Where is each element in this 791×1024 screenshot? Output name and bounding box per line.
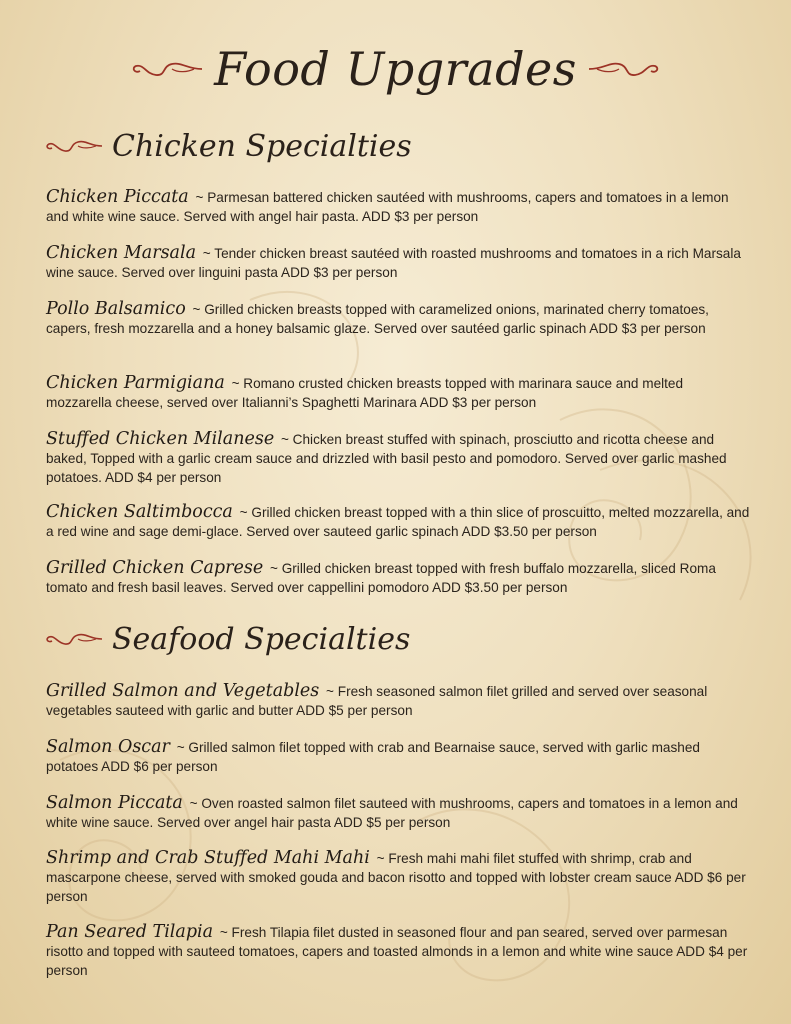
section-flourish-icon: [46, 630, 104, 648]
menu-item: [46, 923, 752, 980]
menu-item: [46, 503, 752, 541]
menu-item-description: ~ Grilled chicken breast topped with a thin slice of proscuitto, melted mozzarella, and a red wine and sage demi-glace. Served over sauteed garlic spinach ADD $3.50 per person: [46, 505, 750, 539]
menu-item-name: Salmon Piccata: [46, 793, 183, 813]
menu-item-name: Salmon Oscar: [46, 737, 170, 757]
menu-item: [46, 794, 752, 832]
left-flourish-icon: [132, 58, 204, 80]
menu-item-description: ~ Fresh mahi mahi filet stuffed with shrimp, crab and mascarpone cheese, served with smoked gouda and bacon risotto and topped with lobster cream sauce ADD $6 per person: [46, 851, 746, 904]
menu-item: [46, 559, 752, 597]
menu-item: [46, 188, 752, 226]
menu-item-name: Grilled Salmon and Vegetables: [46, 681, 320, 701]
menu-item-description: ~ Tender chicken breast sautéed with roasted mushrooms and tomatoes in a rich Marsala wine sauce. Served over linguini pasta ADD $3 per person: [46, 246, 741, 280]
section-heading-chicken: [46, 124, 412, 168]
menu-item-description: ~ Grilled chicken breasts topped with caramelized onions, marinated cherry tomatoes, capers, fresh mozzarella and a honey balsamic glaze. Served over sautéed garlic spinach ADD $3 per person: [46, 302, 709, 336]
section-title: Chicken Specialties: [112, 128, 412, 164]
menu-item-description: ~ Romano crusted chicken breasts topped with marinara sauce and melted mozzarella cheese, served over Italianni’s Spaghetti Marinara ADD $3 per person: [46, 376, 684, 410]
menu-item-name: Pan Seared Tilapia: [46, 922, 214, 942]
page-title: Food Upgrades: [214, 42, 577, 96]
section-flourish-icon: [46, 137, 104, 155]
menu-item-description: ~ Grilled salmon filet topped with crab and Bearnaise sauce, served with garlic mashed potatoes ADD $6 per person: [46, 740, 700, 774]
section-title: Seafood Specialties: [112, 621, 411, 657]
menu-item: [46, 300, 752, 338]
menu-item-name: Chicken Piccata: [46, 187, 189, 207]
menu-item-name: Chicken Parmigiana: [46, 373, 225, 393]
menu-item: [46, 244, 752, 282]
menu-item-name: Pollo Balsamico: [46, 299, 186, 319]
menu-item: [46, 849, 752, 906]
menu-item: [46, 374, 752, 412]
menu-item-description: ~ Chicken breast stuffed with spinach, prosciutto and ricotta cheese and baked, Topped with a garlic cream sauce and drizzled with basil pesto and pomodoro. Served over garlic mashed potatoes. ADD $4 per person: [46, 432, 727, 485]
menu-item-name: Stuffed Chicken Milanese: [46, 429, 275, 449]
menu-item-description: ~ Fresh seasoned salmon filet grilled and served over seasonal vegetables sauteed with garlic and butter ADD $5 per person: [46, 684, 708, 718]
menu-item-name: Chicken Marsala: [46, 243, 197, 263]
menu-item-name: Grilled Chicken Caprese: [46, 558, 264, 578]
menu-item-name: Shrimp and Crab Stuffed Mahi Mahi: [46, 848, 370, 868]
menu-item: [46, 738, 752, 776]
menu-item: [46, 682, 752, 720]
section-heading-seafood: [46, 617, 410, 661]
menu-item-description: ~ Fresh Tilapia filet dusted in seasoned flour and pan seared, served over parmesan risotto and topped with sauteed tomatoes, capers and toasted almonds in a lemon and white wine sauce ADD $4 per person: [46, 925, 748, 978]
title-row: [0, 34, 791, 104]
right-flourish-icon: [587, 58, 659, 80]
menu-item-description: ~ Grilled chicken breast topped with fresh buffalo mozzarella, sliced Roma tomato and fresh basil leaves. Served over cappellini pomodoro ADD $3.50 per person: [46, 561, 716, 595]
menu-item-description: ~ Oven roasted salmon filet sauteed with mushrooms, capers and tomatoes in a lemon and white wine sauce. Served over angel hair pasta ADD $5 per person: [46, 796, 738, 830]
menu-item-description: ~ Parmesan battered chicken sautéed with mushrooms, capers and tomatoes in a lemon and white wine sauce. Served with angel hair pasta. ADD $3 per person: [46, 190, 729, 224]
menu-item-name: Chicken Saltimbocca: [46, 502, 233, 522]
menu-item: [46, 430, 752, 487]
